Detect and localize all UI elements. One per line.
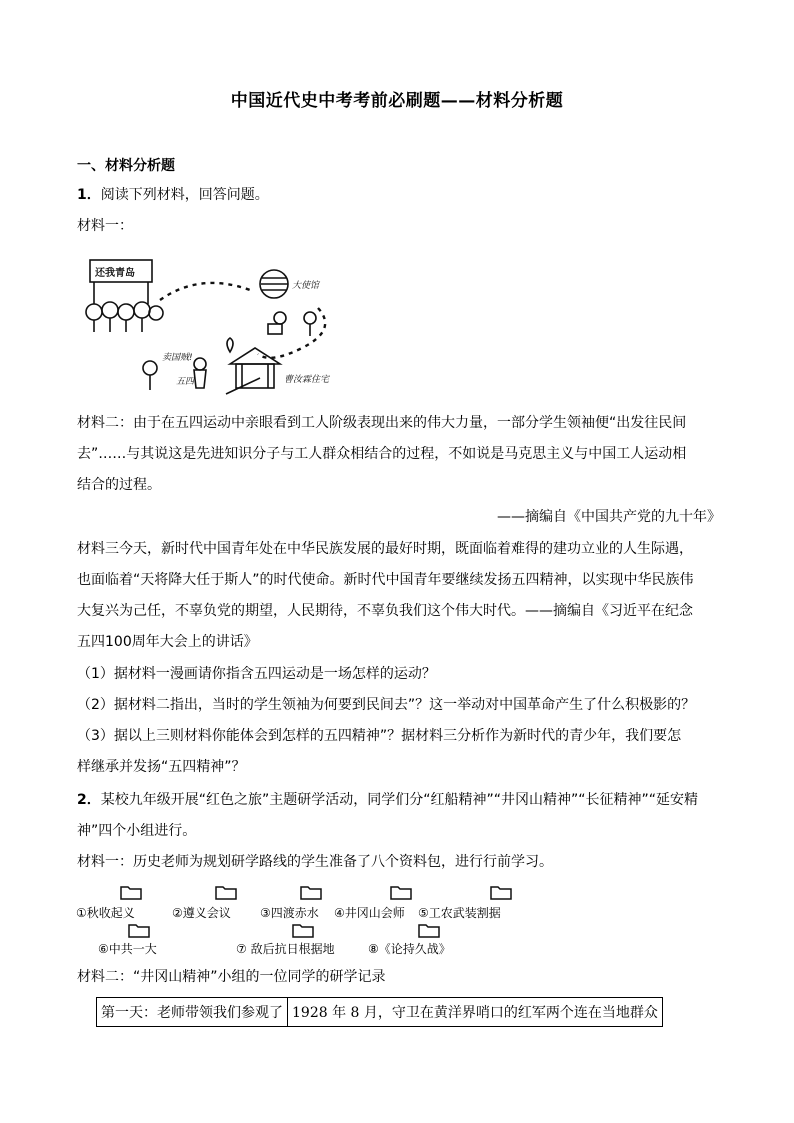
material-3-line-4: 五四100周年大会上的讲话》	[77, 634, 258, 650]
material-3-line-1: 材料三今天，新时代中国青年处在中华民族发展的最好时期，既面临着难得的建功立业的人生际遇，	[77, 541, 693, 557]
folder-icon	[128, 922, 150, 938]
table-row	[97, 998, 663, 1027]
material-2-line-3: 结合的过程。	[77, 477, 161, 493]
folder-icon	[418, 922, 440, 938]
folder-icon	[300, 884, 322, 900]
question-2-number: 2．	[77, 792, 101, 808]
material-2-source: ——摘编自《中国共产党的九十年》	[497, 509, 721, 525]
embassy-label: 大使馆	[292, 281, 320, 291]
banner-text: 还我青岛	[95, 268, 135, 279]
section-heading: 一、材料分析题	[77, 158, 175, 174]
package-8: ⑧《论持久战》	[368, 942, 451, 956]
question-2-prompt: 某校九年级开展“红色之旅”主题研学活动，同学们分“红船精神”“井冈山精神”“长征精神”“延安精	[100, 792, 699, 808]
study-record-table	[96, 997, 663, 1027]
sub-question-3-line-1: （3）据以上三则材料你能体会到怎样的五四精神”？据材料三分析作为新时代的青少年，我们要怎	[77, 728, 682, 744]
cartoon-caption-1: 卖国贼!	[162, 353, 193, 363]
package-4: ④井冈山会师	[334, 906, 405, 920]
table-cell: 1928 年 8 月，守卫在黄洋界哨口的红军两个连在当地群众	[288, 998, 663, 1027]
question-1-intro	[77, 180, 721, 211]
cartoon-caption-2: 五四	[176, 377, 195, 387]
package-1: ①秋收起义	[76, 906, 135, 920]
folder-icon	[292, 922, 314, 938]
material-3-line-3: 大复兴为己任，不辜负党的期望，人民期待，不辜负我们这个伟大时代。——摘编自《习近平在纪念	[77, 603, 693, 619]
question-2-line-1	[77, 785, 721, 816]
may-fourth-cartoon	[80, 252, 380, 402]
question-1-prompt: 阅读下列材料，回答问题。	[100, 187, 269, 203]
question-2-line-2: 神”四个小组进行。	[77, 823, 197, 839]
material-3-line-2: 也面临着“天将降大任于斯人”的时代使命。新时代中国青年要继续发扬五四精神，以实现中华民族伟	[77, 572, 694, 588]
package-2: ②遵义会议	[172, 906, 231, 920]
sub-question-3-line-2: 样继承并发扬“五四精神”？	[77, 759, 246, 775]
material-1-label: 材料一：	[77, 218, 133, 234]
package-5: ⑤工农武装割据	[418, 906, 501, 920]
folder-icon	[490, 884, 512, 900]
folder-icon	[120, 884, 142, 900]
folder-icon	[215, 884, 237, 900]
question-1-number: 1．	[77, 187, 101, 203]
package-7: ⑦ 敌后抗日根据地	[236, 942, 335, 956]
question-2-material-1: 材料一：历史老师为规划研学路线的学生准备了八个资料包，进行行前学习。	[77, 854, 553, 870]
package-3: ③四渡赤水	[260, 906, 319, 920]
house-label: 曹汝霖住宅	[284, 375, 330, 385]
sub-question-1: （1）据材料一漫画请你指含五四运动是一场怎样的运动？	[77, 666, 436, 682]
package-6: ⑥中共一大	[98, 942, 157, 956]
sub-question-2: （2）据材料二指出，当时的学生领袖为何要到民间去”？这一举动对中国革命产生了什么积极影的？	[77, 697, 696, 713]
material-2-line-1: 材料二：由于在五四运动中亲眼看到工人阶级表现出来的伟大力量，一部分学生领袖便“出发往民间	[77, 415, 687, 431]
page-title: 中国近代史中考考前必刷题——材料分析题	[230, 91, 564, 111]
material-2-line-2: 去”……与其说这是先进知识分子与工人群众相结合的过程，不如说是马克思主义与中国工人运动相	[77, 446, 687, 462]
folder-icon	[390, 884, 412, 900]
table-cell: 第一天：老师带领我们参观了	[97, 998, 288, 1027]
question-2-material-2: 材料二：“井冈山精神”小组的一位同学的研学记录	[77, 969, 386, 985]
resource-packages	[72, 880, 542, 960]
